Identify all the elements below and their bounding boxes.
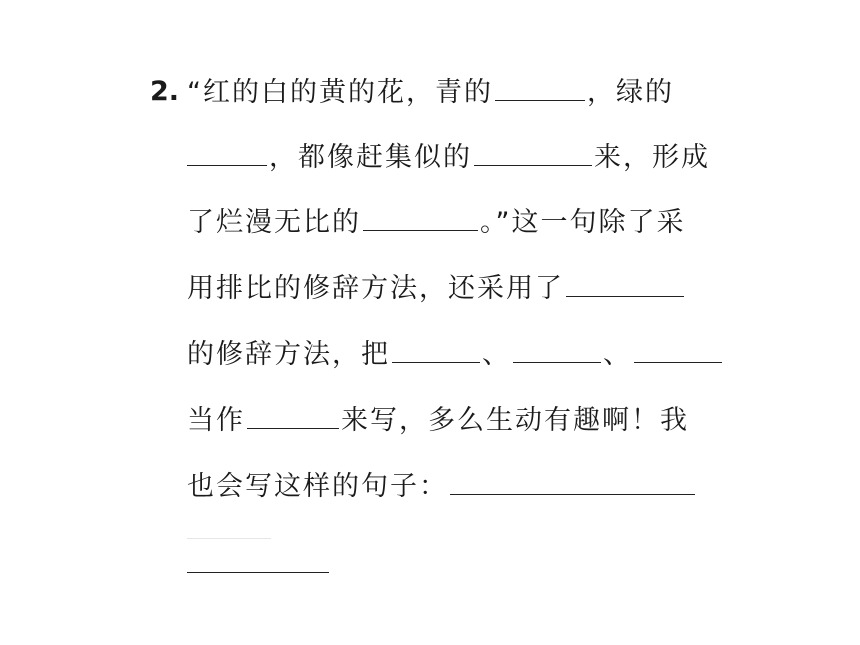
text-line-2 [187,137,710,177]
fill-blank-8[interactable] [634,334,722,363]
fill-blank-1[interactable] [495,72,585,101]
text-line-3 [187,202,699,242]
text-segment: 、 [482,339,511,370]
text-line-1 [187,72,699,112]
fill-blank-9[interactable] [247,400,339,429]
text-segment: ，绿的 [587,77,674,108]
text-segment: 当作 [187,405,245,436]
faint-rule [187,538,271,539]
text-segment: 也会写这样的句子： [187,471,448,502]
answer-line[interactable] [187,572,329,573]
text-segment: 的修辞方法，把 [187,339,390,370]
fill-blank-6[interactable] [392,334,480,363]
text-segment: 了烂漫无比的 [187,207,361,238]
fill-blank-4[interactable] [363,202,478,231]
text-segment: ，都像赶集似的 [269,142,472,173]
text-segment: 。”这一句除了采 [480,207,686,238]
text-line-6 [187,400,699,440]
fill-blank-7[interactable] [513,334,601,363]
fill-blank-5[interactable] [566,268,684,297]
text-line-7 [187,466,699,506]
text-segment: “红的白的黄的花，青的 [187,77,493,108]
fill-blank-2[interactable] [187,137,267,166]
text-segment: 用排比的修辞方法，还采用了 [187,273,564,304]
text-line-5 [187,334,699,374]
question-number: 2. [150,76,180,107]
text-segment: 来写，多么生动有趣啊！我 [341,405,689,436]
text-segment: 、 [603,339,632,370]
text-line-4 [187,268,699,308]
fill-blank-3[interactable] [474,137,592,166]
fill-blank-10[interactable] [450,466,695,495]
text-segment: 来，形成 [594,142,710,173]
